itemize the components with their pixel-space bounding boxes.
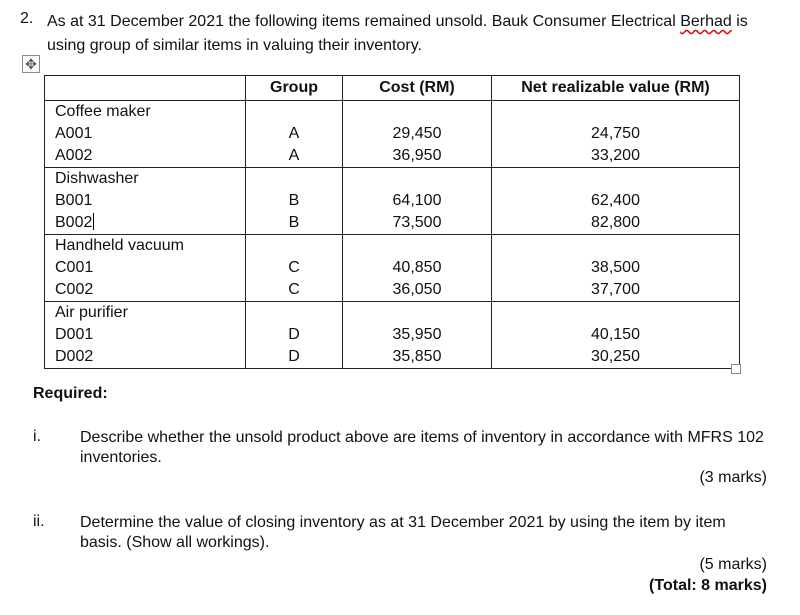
table-row bbox=[45, 235, 740, 302]
item-code: B001 bbox=[55, 192, 93, 209]
category-label: Handheld vacuum bbox=[55, 237, 184, 254]
cost-cell[interactable] bbox=[343, 101, 492, 168]
cost-value: 36,050 bbox=[392, 281, 442, 298]
group-value: D bbox=[288, 348, 300, 365]
part-i-numeral: i. bbox=[33, 428, 41, 445]
table-move-handle-icon[interactable]: ✥ bbox=[22, 55, 40, 73]
cost-value: 36,950 bbox=[392, 147, 442, 164]
cost-value: 29,450 bbox=[392, 125, 442, 142]
cost-value: 35,950 bbox=[392, 326, 442, 343]
item-code: D002 bbox=[55, 348, 94, 365]
nrv-value: 38,500 bbox=[591, 259, 640, 276]
category-label: Air purifier bbox=[55, 304, 128, 321]
cost-cell[interactable] bbox=[343, 235, 492, 302]
header-group: Group bbox=[246, 76, 343, 101]
nrv-value: 24,750 bbox=[591, 125, 640, 142]
group-cell[interactable] bbox=[246, 101, 343, 168]
nrv-value: 82,800 bbox=[591, 214, 640, 231]
nrv-value: 33,200 bbox=[591, 147, 640, 164]
group-value: A bbox=[288, 125, 300, 142]
item-code: D001 bbox=[55, 326, 94, 343]
question-text-start: As at 31 December 2021 the following items remained unsold. Bauk Consumer Electrical bbox=[47, 13, 681, 30]
nrv-cell[interactable] bbox=[492, 302, 740, 369]
item-code-with-cursor bbox=[55, 212, 245, 234]
cost-value: 73,500 bbox=[392, 214, 442, 231]
question-text bbox=[47, 10, 787, 58]
cost-value: 40,850 bbox=[392, 259, 442, 276]
group-cell[interactable] bbox=[246, 235, 343, 302]
table-header-row bbox=[45, 76, 740, 101]
nrv-value: 30,250 bbox=[591, 348, 640, 365]
part-ii-numeral: ii. bbox=[33, 513, 45, 530]
group-value: B bbox=[288, 192, 300, 209]
group-value: D bbox=[288, 326, 300, 343]
category-cell[interactable] bbox=[45, 101, 246, 168]
category-cell[interactable] bbox=[45, 235, 246, 302]
group-value: C bbox=[288, 281, 300, 298]
total-marks: (Total: 8 marks) bbox=[649, 577, 767, 594]
header-item bbox=[45, 76, 246, 101]
cost-value: 35,850 bbox=[392, 348, 442, 365]
item-code: C002 bbox=[55, 281, 94, 298]
category-label: Coffee maker bbox=[55, 103, 151, 120]
text-cursor bbox=[93, 213, 94, 230]
part-ii-text: Determine the value of closing inventory as at 31 December 2021 by using the item by item basis. (Show all workings). bbox=[80, 514, 726, 551]
nrv-cell[interactable] bbox=[492, 101, 740, 168]
nrv-cell[interactable] bbox=[492, 235, 740, 302]
table-resize-handle[interactable] bbox=[731, 364, 741, 374]
cost-cell[interactable] bbox=[343, 168, 492, 235]
category-cell[interactable] bbox=[45, 168, 246, 235]
nrv-value: 37,700 bbox=[591, 281, 640, 298]
cost-cell[interactable] bbox=[343, 302, 492, 369]
group-cell[interactable] bbox=[246, 168, 343, 235]
nrv-value: 40,150 bbox=[591, 326, 640, 343]
table-row bbox=[45, 101, 740, 168]
item-code: A002 bbox=[55, 147, 93, 164]
group-cell[interactable] bbox=[246, 302, 343, 369]
group-value: C bbox=[288, 259, 300, 276]
part-ii-marks: (5 marks) bbox=[699, 556, 767, 573]
nrv-cell[interactable] bbox=[492, 168, 740, 235]
header-cost: Cost (RM) bbox=[343, 76, 492, 101]
item-code: A001 bbox=[55, 125, 93, 142]
group-value: A bbox=[288, 147, 300, 164]
table-row bbox=[45, 302, 740, 369]
inventory-table bbox=[44, 75, 740, 369]
question-text-end: is using group of similar items in valuing their inventory. bbox=[47, 13, 748, 54]
cost-value: 64,100 bbox=[392, 192, 442, 209]
required-heading: Required: bbox=[33, 385, 108, 402]
item-code: B002 bbox=[55, 214, 93, 231]
company-word-spellcheck: Berhad bbox=[680, 13, 732, 30]
nrv-value: 62,400 bbox=[591, 192, 640, 209]
header-nrv: Net realizable value (RM) bbox=[492, 76, 740, 101]
part-i-text: Describe whether the unsold product above are items of inventory in accordance with MFRS 102 inventories. bbox=[80, 429, 764, 466]
category-label: Dishwasher bbox=[55, 170, 139, 187]
table-row bbox=[45, 168, 740, 235]
question-number: 2. bbox=[20, 10, 34, 27]
part-i-marks: (3 marks) bbox=[699, 469, 767, 486]
category-cell[interactable] bbox=[45, 302, 246, 369]
item-code: C001 bbox=[55, 259, 94, 276]
group-value: B bbox=[288, 214, 300, 231]
